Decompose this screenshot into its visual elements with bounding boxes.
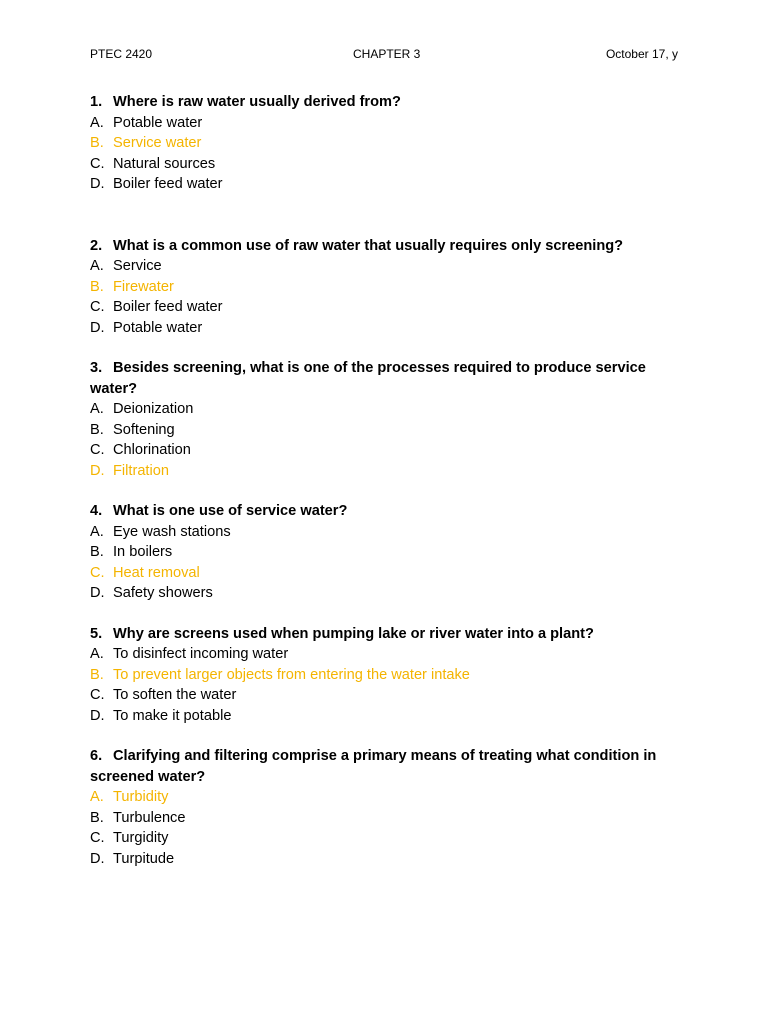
question-text: Why are screens used when pumping lake or river water into a plant? (113, 625, 594, 642)
option-letter: C. (90, 564, 105, 581)
answer-option (90, 542, 680, 563)
option-text: Potable water (113, 319, 203, 336)
option-letter: C. (90, 299, 105, 315)
question-number: 4. (90, 503, 103, 519)
question-number: 1. (90, 94, 103, 110)
option-text: Filtration (113, 462, 169, 479)
option-letter: D. (90, 707, 105, 724)
question-block (90, 358, 680, 481)
page-header (90, 47, 678, 65)
answer-option (90, 420, 680, 441)
option-letter: B. (90, 135, 104, 151)
question-number: 3. (90, 360, 103, 376)
answer-option-correct (90, 277, 680, 298)
answer-option-correct (90, 787, 680, 808)
option-letter: B. (90, 544, 104, 560)
course-code: PTEC 2420 (90, 47, 153, 61)
option-letter: D. (90, 585, 105, 601)
question-block (90, 501, 680, 604)
option-text: Turbidity (113, 789, 169, 805)
answer-option (90, 808, 680, 829)
option-text: In boilers (113, 544, 173, 560)
option-letter: C. (90, 442, 105, 458)
option-text: Safety showers (113, 585, 213, 601)
option-letter: B. (90, 666, 104, 683)
question-text: What is a common use of raw water that usually requires only screening? (113, 237, 624, 254)
question-list (90, 92, 680, 869)
answer-option (90, 644, 680, 665)
answer-option (90, 256, 680, 277)
answer-option-correct (90, 133, 680, 154)
option-text: Turpitude (113, 850, 175, 867)
option-text: Potable water (113, 114, 203, 131)
option-letter: D. (90, 319, 105, 336)
option-text: Heat removal (113, 564, 200, 581)
question-number: 5. (90, 625, 103, 642)
answer-option-correct (90, 461, 680, 482)
option-letter: A. (90, 523, 104, 540)
answer-option-correct (90, 563, 680, 584)
option-letter: A. (90, 789, 104, 805)
question-text: What is one use of service water? (113, 503, 348, 519)
option-text: Chlorination (113, 442, 191, 458)
question-text: Besides screening, what is one of the processes required to produce service water? (90, 360, 646, 397)
question-text: Where is raw water usually derived from? (113, 94, 401, 110)
option-letter: A. (90, 646, 104, 662)
question-title (90, 92, 680, 113)
answer-option (90, 706, 680, 727)
option-text: Service water (113, 135, 202, 151)
answer-option (90, 399, 680, 420)
option-text: Firewater (113, 278, 174, 295)
question-title (90, 746, 680, 787)
option-text: To disinfect incoming water (113, 646, 289, 662)
option-letter: C. (90, 687, 105, 703)
option-text: To prevent larger objects from entering the water intake (113, 666, 470, 683)
option-letter: C. (90, 830, 105, 846)
question-block (90, 92, 680, 195)
option-letter: A. (90, 401, 104, 417)
option-letter: B. (90, 421, 104, 438)
question-block (90, 624, 680, 727)
option-text: Eye wash stations (113, 523, 231, 540)
chapter-title: CHAPTER 3 (353, 47, 421, 61)
option-letter: B. (90, 809, 104, 826)
question-title (90, 236, 680, 257)
answer-option (90, 685, 680, 706)
question-title (90, 501, 680, 522)
option-text: To make it potable (113, 707, 232, 724)
answer-option (90, 583, 680, 604)
option-text: Natural sources (113, 155, 216, 172)
option-text: Boiler feed water (113, 176, 223, 192)
option-letter: D. (90, 850, 105, 867)
option-text: Deionization (113, 401, 194, 417)
answer-option (90, 828, 680, 849)
option-letter: D. (90, 462, 105, 479)
option-text: Boiler feed water (113, 299, 223, 315)
question-block (90, 236, 680, 339)
answer-option (90, 297, 680, 318)
option-text: Turgidity (113, 830, 169, 846)
option-text: Service (113, 258, 162, 274)
option-text: To soften the water (113, 687, 237, 703)
option-letter: D. (90, 176, 105, 192)
option-letter: A. (90, 114, 104, 131)
answer-option-correct (90, 665, 680, 686)
answer-option (90, 154, 680, 175)
answer-option (90, 318, 680, 339)
option-text: Turbulence (113, 809, 186, 826)
question-text: Clarifying and filtering comprise a primary means of treating what condition in screened water? (90, 748, 657, 785)
question-title (90, 624, 680, 645)
question-number: 2. (90, 237, 103, 254)
question-number: 6. (90, 748, 103, 764)
answer-option (90, 440, 680, 461)
option-text: Softening (113, 421, 175, 438)
answer-option (90, 522, 680, 543)
answer-option (90, 849, 680, 870)
question-block (90, 746, 680, 869)
header-date: October 17, y (605, 47, 678, 61)
option-letter: B. (90, 278, 104, 295)
option-letter: C. (90, 155, 105, 172)
option-letter: A. (90, 258, 104, 274)
question-title (90, 358, 680, 399)
answer-option (90, 113, 680, 134)
answer-option (90, 174, 680, 195)
